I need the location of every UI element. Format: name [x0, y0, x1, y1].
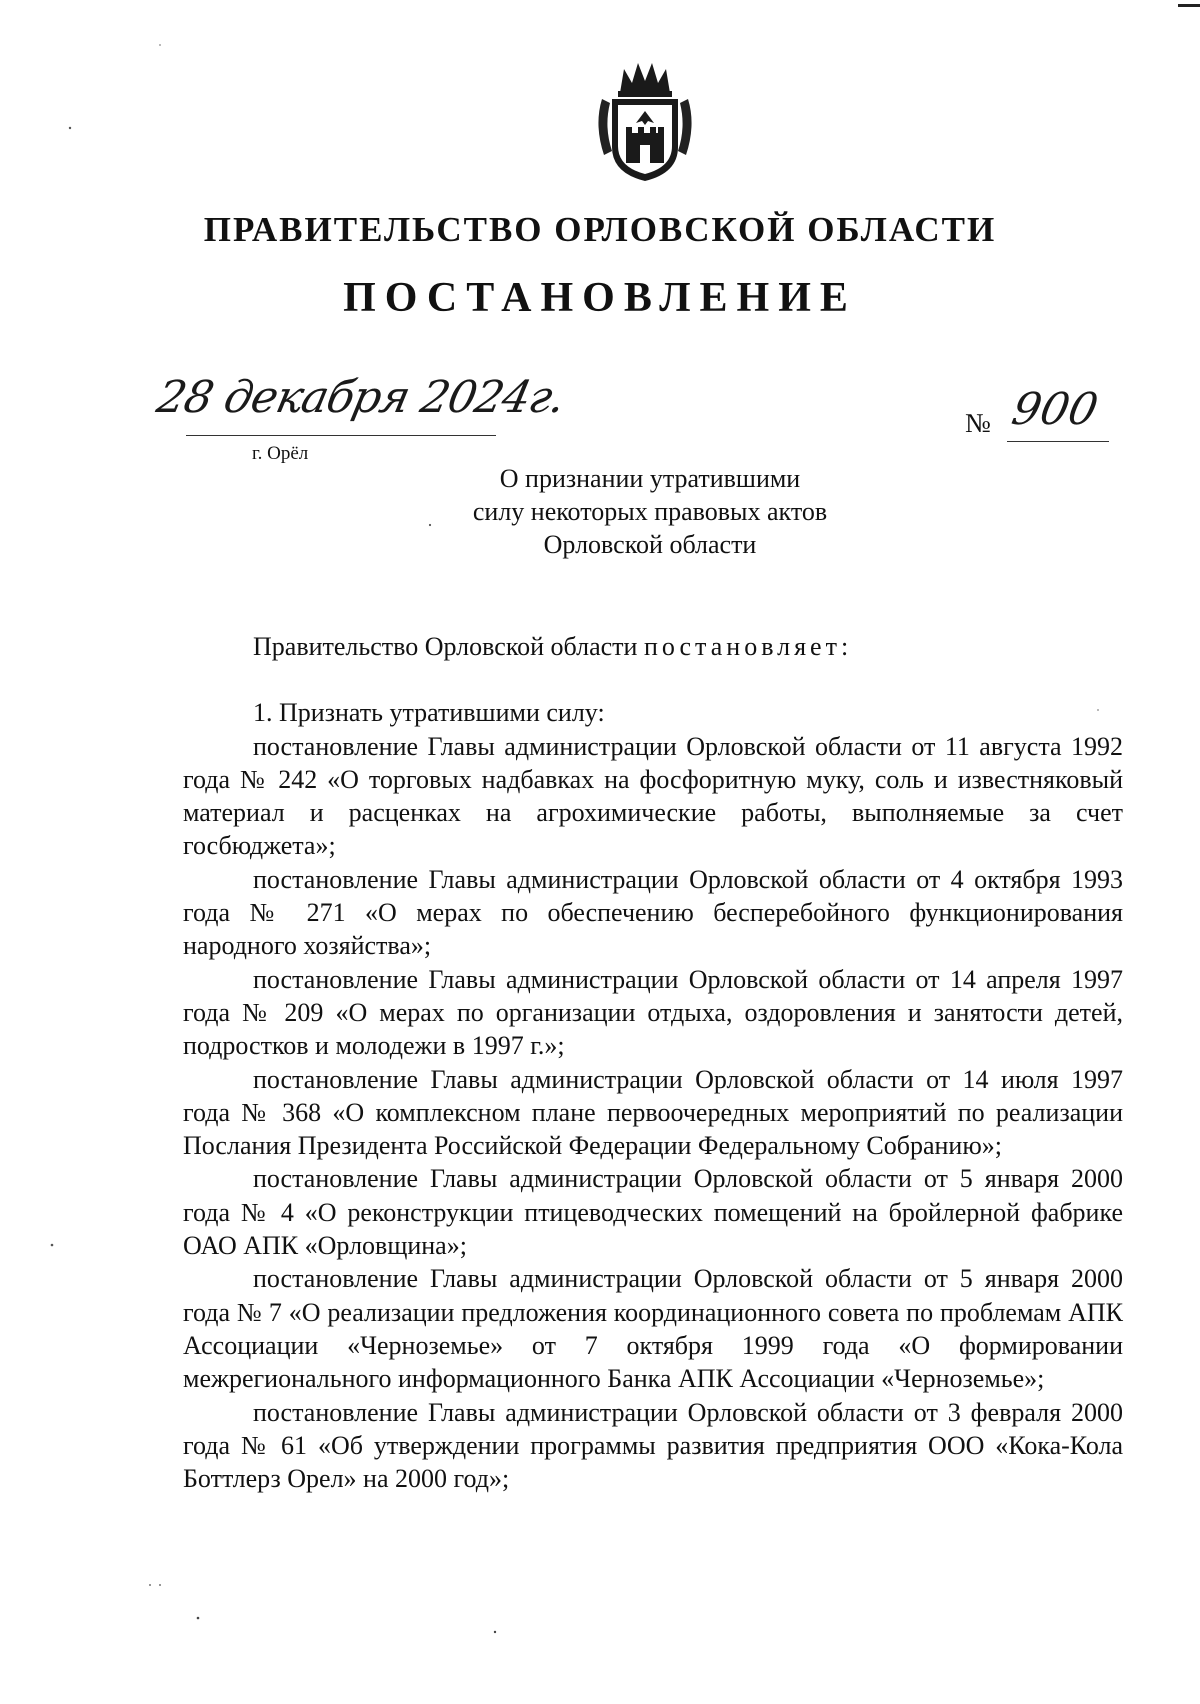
preamble-verb: постановляет: [643, 632, 853, 661]
organization-title: ПРАВИТЕЛЬСТВО ОРЛОВСКОЙ ОБЛАСТИ [203, 210, 997, 249]
subject-line: силу некоторых правовых актов [472, 497, 828, 526]
subject-line: Орловской области [543, 530, 757, 559]
repealed-act-item: постановление Главы администрации Орловской области от 14 июля 1997 года № 368 «О комплексном плане первоочередных мероприятий по реализации Послания Президента Российской Федерации Федеральному Собранию»; [183, 1064, 1123, 1161]
document-type-title: ПОСТАНОВЛЕНИЕ [343, 275, 857, 321]
repealed-act-item: постановление Главы администрации Орловской области от 3 февраля 2000 года № 61 «Об утверждении программы развития предприятия ООО «Кока-Кола Боттлерз Орел» на 2000 год»; [183, 1397, 1123, 1494]
date-underline [186, 435, 496, 436]
number-underline [1007, 441, 1109, 442]
date-field [152, 372, 570, 452]
document-subject [380, 462, 920, 561]
subject-line: О признании утратившими [499, 464, 801, 493]
repealed-act-item: постановление Главы администрации Орловской области от 4 октября 1993 года № 271 «О мерах по обеспечению бесперебойного функционирования народного хозяйства»; [183, 864, 1123, 961]
handwritten-number: 900 [1007, 384, 1103, 435]
number-sign: № [965, 408, 991, 438]
coat-of-arms-icon [590, 55, 700, 185]
scan-corner-mark [1178, 4, 1200, 7]
document-body [183, 630, 1123, 1495]
handwritten-date: 28 декабря 2024г. [152, 372, 570, 423]
preamble-lead: Правительство Орловской области [253, 632, 644, 661]
repealed-act-item: постановление Главы администрации Орловской области от 14 апреля 1997 года № 209 «О мерах по организации отдыха, оздоровления и занятости детей, подростков и молодежи в 1997 г.»; [183, 964, 1123, 1061]
repealed-act-item: постановление Главы администрации Орловской области от 11 августа 1992 года № 242 «О торговых надбавках на фосфоритную муку, соль и известняковый материал и расценках на агрохимические работы, выполняемые за счет госбюджета»; [183, 731, 1123, 861]
repealed-act-item: постановление Главы администрации Орловской области от 5 января 2000 года № 7 «О реализации предложения координационного совета по проблемам АПК Ассоциации «Черноземье» от 7 октября 1999 года «О формировании межрегионального информационного Банка АПК Ассоциации «Черноземье»; [183, 1264, 1123, 1394]
number-field [965, 384, 1115, 450]
preamble [183, 630, 1123, 663]
repealed-act-item: постановление Главы администрации Орловской области от 5 января 2000 года № 4 «О реконструкции птицеводческих помещений на бройлерной фабрике ОАО АПК «Орловщина»; [183, 1164, 1123, 1261]
city-label: г. Орёл [252, 443, 309, 464]
point-1: 1. Признать утратившими силу: [253, 698, 605, 728]
